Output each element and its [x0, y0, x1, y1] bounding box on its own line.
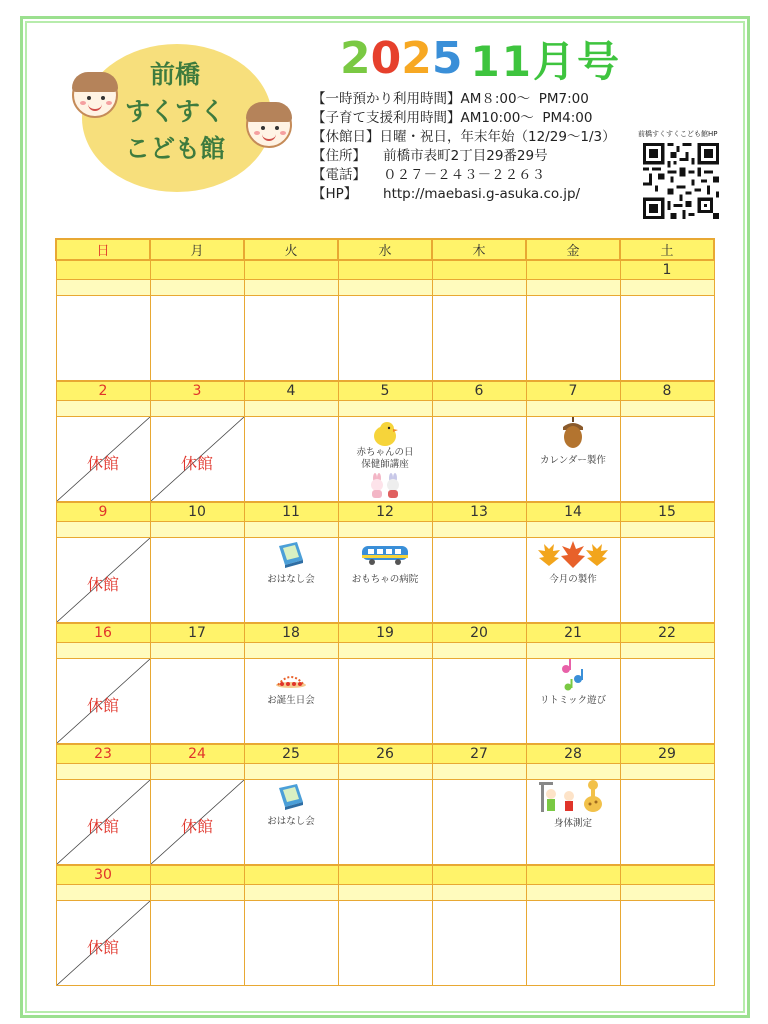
closed-day-cell: [56, 538, 150, 624]
day-cell: [432, 659, 526, 745]
weekday-header-row: [56, 239, 714, 260]
day-cell: [432, 901, 526, 986]
logo-line-1: 前橋: [149, 60, 200, 89]
day-cell: [338, 538, 432, 624]
date-cell: [244, 865, 338, 885]
week-1-dates: [56, 260, 714, 280]
date-cell: 12: [338, 502, 432, 522]
info-line-address: 【住所】 前橋市表町2丁目29番29号: [312, 148, 548, 164]
day-cell: [620, 901, 714, 986]
info-line-phone: 【電話】 ０２７－２４３－２２６３: [312, 167, 546, 183]
event-storytime: おはなし会: [267, 574, 315, 585]
day-cell: [432, 780, 526, 866]
event-toy-hospital: おもちゃの病院: [351, 574, 419, 585]
day-cell: [244, 417, 338, 503]
newsletter-title: [340, 34, 621, 84]
closed-label: 休館: [180, 817, 213, 836]
weekday-mon: 月: [150, 239, 244, 260]
closed-day-cell: [56, 901, 150, 986]
event-health-lecture: 保健師講座: [361, 459, 409, 470]
date-cell: 17: [150, 623, 244, 643]
autumn-leaves-icon: [535, 540, 611, 570]
day-cell: [620, 659, 714, 745]
date-cell: 28: [526, 744, 620, 764]
week-6-dates: [56, 865, 714, 885]
week-5-events: [56, 780, 714, 866]
qr-code-icon[interactable]: [643, 143, 719, 219]
day-cell: [620, 417, 714, 503]
day-cell: [244, 296, 338, 382]
week-1-events: [56, 296, 714, 382]
day-cell: [526, 296, 620, 382]
weekday-sat: 土: [620, 239, 714, 260]
event-calendar-craft: カレンダー製作: [540, 455, 606, 466]
closed-label: 休館: [86, 696, 119, 715]
week-4-events: [56, 659, 714, 745]
date-cell: [526, 865, 620, 885]
date-cell: [150, 865, 244, 885]
day-cell: [526, 538, 620, 624]
weekday-tue: 火: [244, 239, 338, 260]
logo-line-2: すくすく: [124, 97, 225, 126]
date-cell: 24: [150, 744, 244, 764]
event-birthday: お誕生日会: [267, 695, 315, 706]
day-cell: [338, 901, 432, 986]
date-cell: 19: [338, 623, 432, 643]
year-digit: 2: [401, 33, 432, 84]
rabbit-kids-icon: [363, 473, 407, 499]
facility-info: [312, 90, 616, 204]
date-cell: 30: [56, 865, 150, 885]
closed-day-cell: [56, 780, 150, 866]
week-2-events: [56, 417, 714, 503]
closed-label: 休館: [180, 454, 213, 473]
date-cell: 5: [338, 381, 432, 401]
week-6-events: [56, 901, 714, 986]
date-cell: 27: [432, 744, 526, 764]
date-cell: [244, 260, 338, 280]
weekday-sun: 日: [56, 239, 150, 260]
birthday-cake-icon: [274, 665, 308, 689]
date-cell: 20: [432, 623, 526, 643]
date-cell: [56, 260, 150, 280]
week-3-events: [56, 538, 714, 624]
event-rhythmic: リトミック遊び: [539, 695, 607, 706]
day-cell: [150, 901, 244, 986]
date-cell: [338, 260, 432, 280]
event-monthly-craft: 今月の製作: [549, 574, 597, 585]
date-cell: 15: [620, 502, 714, 522]
date-cell: [338, 865, 432, 885]
weekday-fri: 金: [526, 239, 620, 260]
date-cell: 13: [432, 502, 526, 522]
closed-day-cell: [150, 780, 244, 866]
qr-caption: 前橋すくすくこども館HP: [638, 130, 718, 138]
closed-day-cell: [56, 659, 150, 745]
day-cell: [244, 538, 338, 624]
date-cell: 4: [244, 381, 338, 401]
date-cell: [432, 260, 526, 280]
toy-train-icon: [360, 542, 410, 566]
day-cell: [526, 901, 620, 986]
info-line-hours-temporary: 【一時預かり利用時間】AM８:00～ PM7:00: [312, 91, 589, 107]
day-cell: [432, 296, 526, 382]
info-line-hours-support: 【子育て支援利用時間】AM10:00～ PM4:00: [312, 110, 593, 126]
day-cell: [620, 538, 714, 624]
year-digit: 0: [370, 33, 402, 84]
date-cell: 26: [338, 744, 432, 764]
day-cell: [338, 780, 432, 866]
weekday-wed: 水: [338, 239, 432, 260]
info-line-homepage[interactable]: 【HP】 http://maebasi.g-asuka.co.jp/: [312, 186, 581, 202]
closed-label: 休館: [86, 575, 119, 594]
date-cell: 7: [526, 381, 620, 401]
date-cell: [150, 260, 244, 280]
weekday-thu: 木: [432, 239, 526, 260]
picture-book-icon: [275, 782, 307, 810]
day-cell: [526, 780, 620, 866]
date-cell: 10: [150, 502, 244, 522]
day-cell: [432, 417, 526, 503]
week-3-dates: [56, 502, 714, 522]
day-cell: [526, 659, 620, 745]
info-line-closed-days: 【休館日】日曜・祝日，年末年始（12/29～1/3）: [312, 129, 616, 145]
week-2-dates: [56, 381, 714, 401]
day-cell: [620, 296, 714, 382]
day-cell: [338, 296, 432, 382]
date-cell: 18: [244, 623, 338, 643]
closed-label: 休館: [86, 817, 119, 836]
event-measurement: 身体測定: [553, 818, 592, 829]
acorn-icon: [560, 417, 586, 449]
date-cell: 2: [56, 381, 150, 401]
day-cell: [338, 659, 432, 745]
day-cell: [150, 659, 244, 745]
event-baby-day: 赤ちゃんの日: [356, 447, 414, 458]
date-cell: 21: [526, 623, 620, 643]
event-storytime: おはなし会: [267, 816, 315, 827]
day-cell: [526, 417, 620, 503]
date-cell: [620, 865, 714, 885]
date-cell: 22: [620, 623, 714, 643]
date-cell: 25: [244, 744, 338, 764]
date-cell: 9: [56, 502, 150, 522]
date-cell: 23: [56, 744, 150, 764]
day-cell: [620, 780, 714, 866]
date-cell: 11: [244, 502, 338, 522]
date-cell: 3: [150, 381, 244, 401]
week-4-dates: [56, 623, 714, 643]
music-notes-icon: [558, 659, 588, 693]
year-digit: 5: [431, 33, 463, 84]
chick-icon: [370, 419, 400, 447]
logo-line-3: こども館: [124, 134, 225, 163]
logo-text: [110, 56, 240, 167]
closed-day-cell: [56, 417, 150, 503]
monthly-calendar: [55, 238, 715, 986]
day-cell: [432, 538, 526, 624]
date-cell: 14: [526, 502, 620, 522]
day-cell: [150, 296, 244, 382]
day-cell: [150, 538, 244, 624]
day-cell: [244, 780, 338, 866]
date-cell: 1: [620, 260, 714, 280]
closed-label: 休館: [86, 454, 119, 473]
date-cell: [432, 865, 526, 885]
closed-label: 休館: [86, 938, 119, 957]
date-cell: 8: [620, 381, 714, 401]
year-digit: 2: [340, 33, 371, 84]
day-cell: [56, 296, 150, 382]
week-5-dates: [56, 744, 714, 764]
date-cell: 16: [56, 623, 150, 643]
picture-book-icon: [275, 540, 307, 568]
measurement-kids-icon: [535, 780, 611, 814]
kodomokan-logo: [70, 44, 280, 194]
day-cell: [244, 659, 338, 745]
date-cell: 6: [432, 381, 526, 401]
closed-day-cell: [150, 417, 244, 503]
day-cell: [338, 417, 432, 503]
issue-month: 11月号: [470, 37, 621, 86]
date-cell: 29: [620, 744, 714, 764]
date-cell: [526, 260, 620, 280]
day-cell: [244, 901, 338, 986]
child-face-icon-right: [246, 102, 292, 148]
